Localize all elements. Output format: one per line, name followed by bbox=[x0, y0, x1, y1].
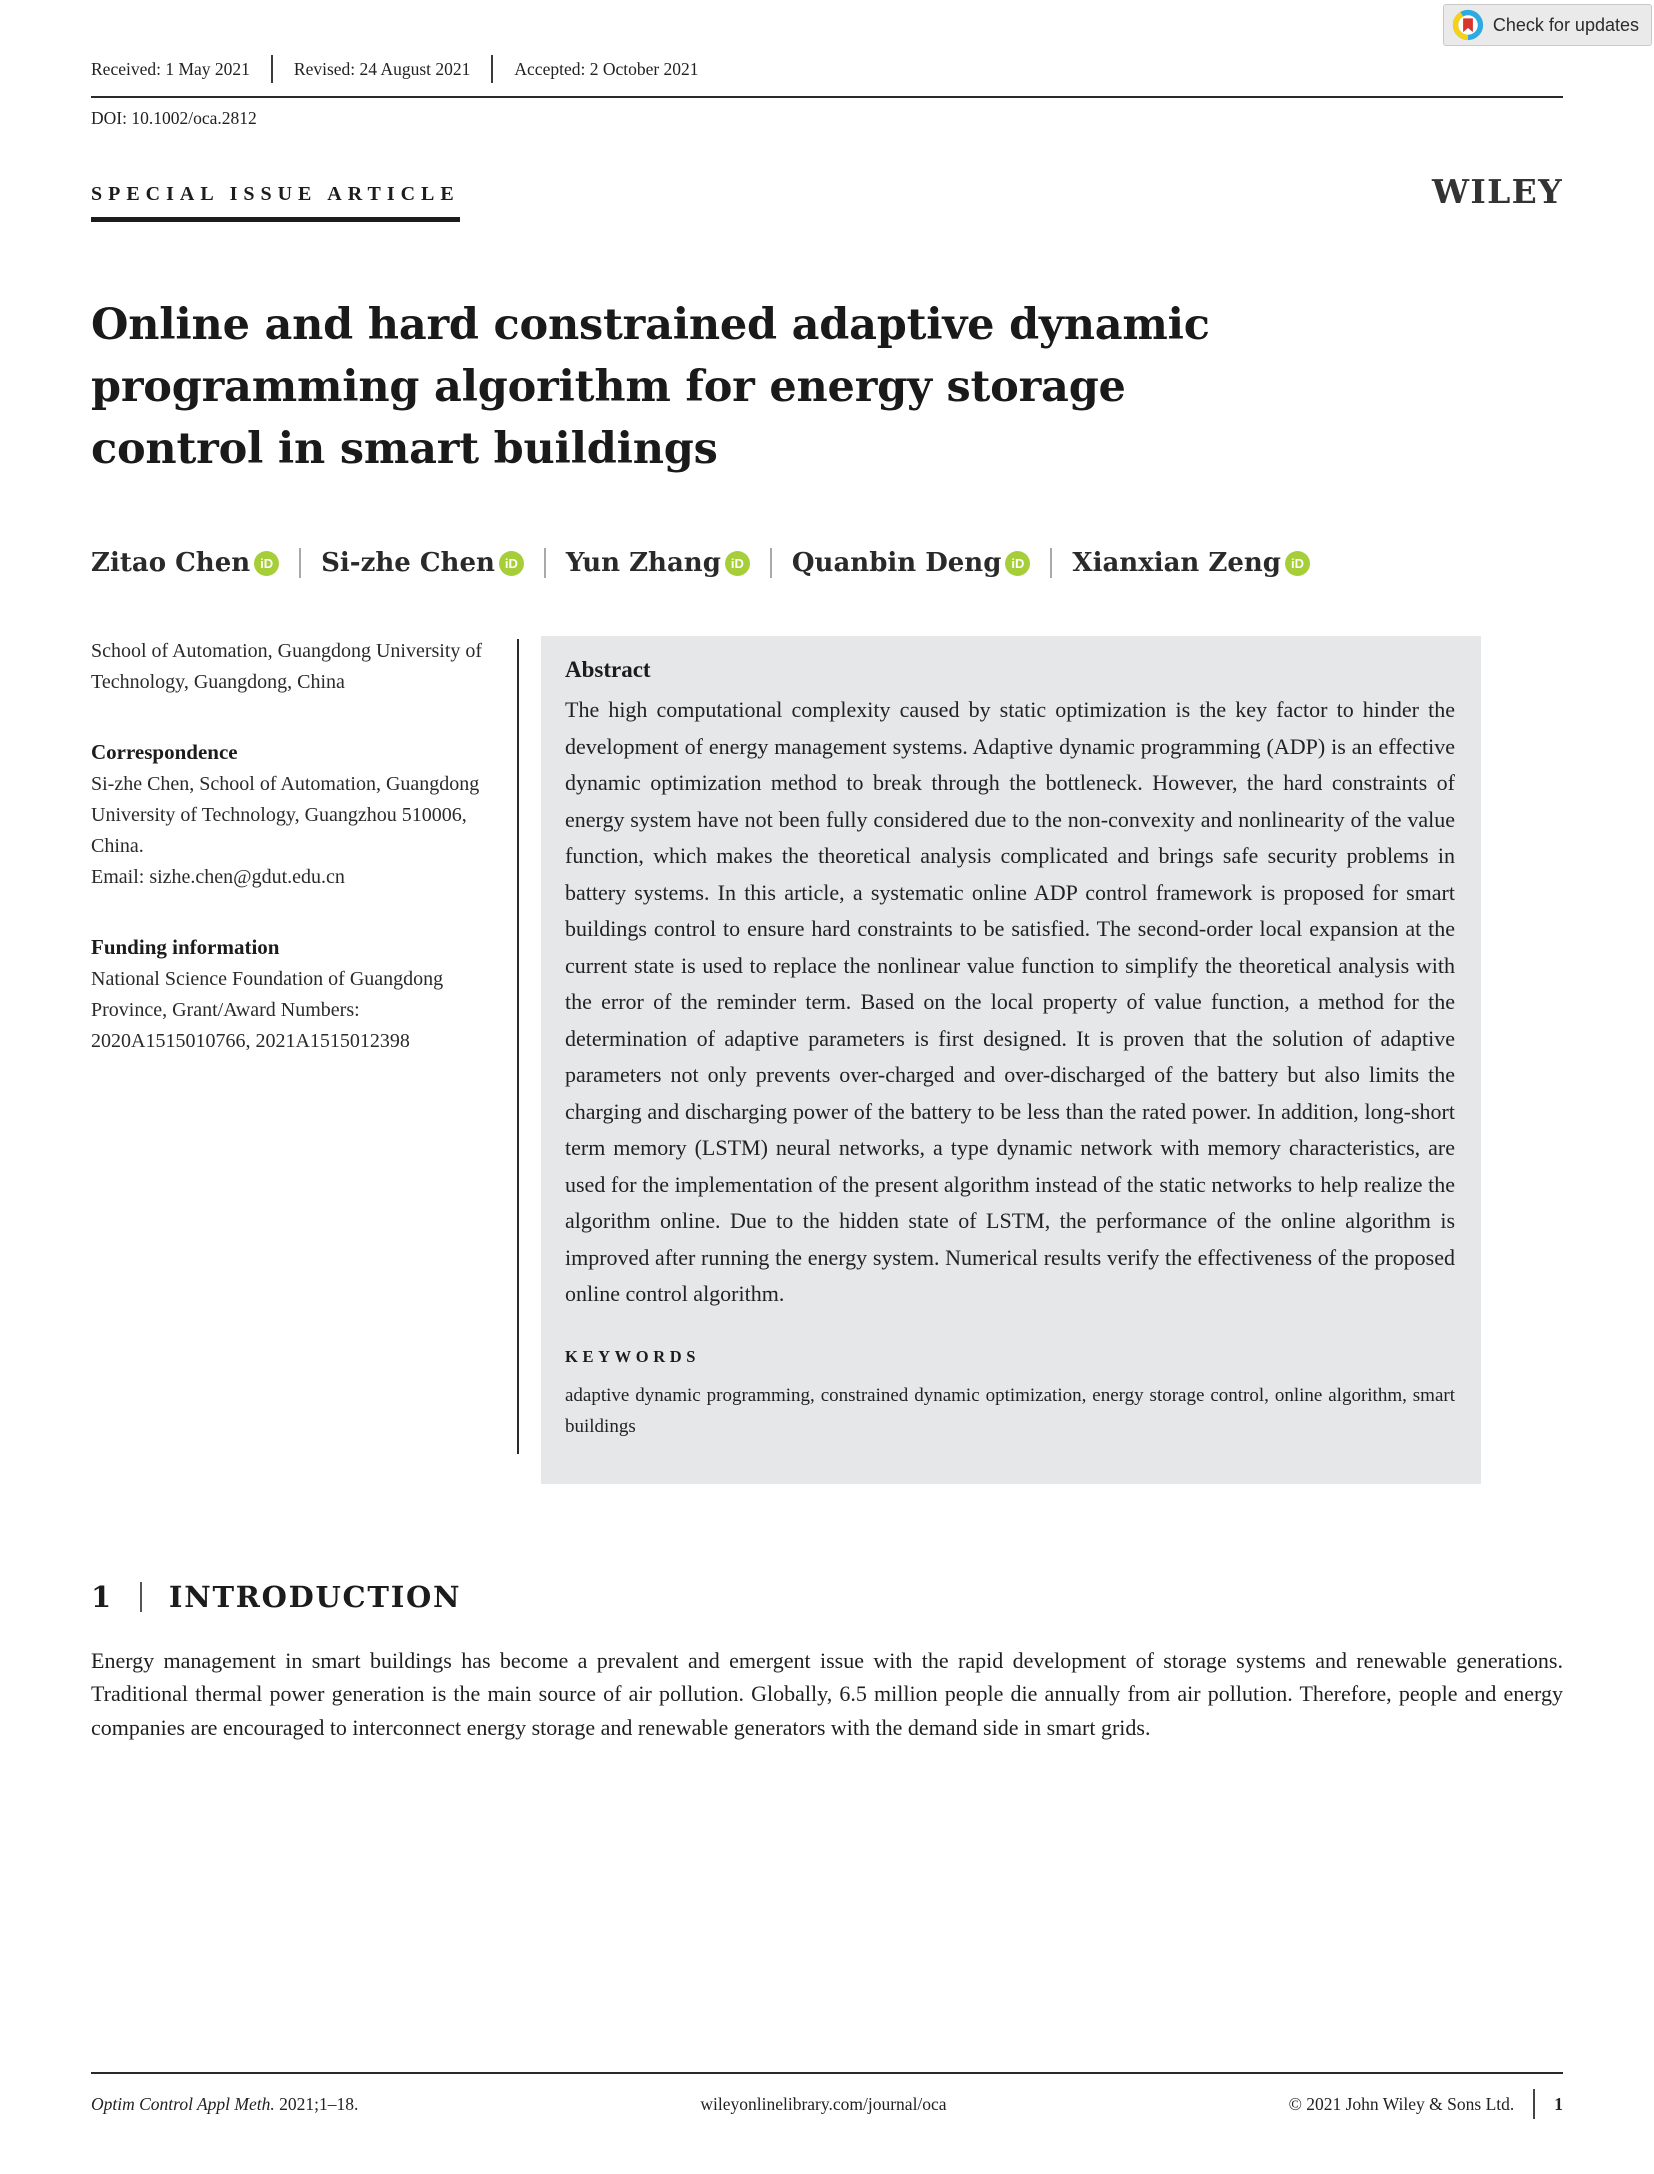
orcid-icon[interactable]: iD bbox=[1005, 551, 1030, 576]
section-heading-divider bbox=[140, 1582, 142, 1612]
copyright-text: © 2021 John Wiley & Sons Ltd. bbox=[1288, 2093, 1515, 2114]
accepted-date: Accepted: 2 October 2021 bbox=[514, 58, 699, 79]
revised-date: Revised: 24 August 2021 bbox=[293, 58, 471, 79]
page-number: 1 bbox=[1554, 2093, 1563, 2114]
author-info-column bbox=[91, 636, 491, 1484]
introduction-paragraph: Energy management in smart buildings has become a prevalent and emergent issue with the rapid development of storage systems and renewable generations. Traditional thermal power generation is the main source of air pollution. Globally, 6.5 million people die annually from air pollution. Therefore, people and energy companies are encouraged to interconnect energy storage and renewable generators with the demand side in smart grids. bbox=[91, 1647, 1563, 1740]
doi-text: DOI: 10.1002/oca.2812 bbox=[91, 108, 257, 128]
author-divider bbox=[299, 548, 301, 578]
author bbox=[566, 548, 750, 578]
orcid-icon[interactable]: iD bbox=[254, 551, 279, 576]
author-divider bbox=[544, 548, 546, 578]
wiley-logo: WILEY bbox=[1431, 172, 1563, 211]
author-name: Si-zhe Chen bbox=[321, 548, 495, 578]
author-name: Yun Zhang bbox=[565, 548, 721, 578]
section-heading-introduction bbox=[91, 1580, 1563, 1614]
section-number: 1 bbox=[91, 1579, 113, 1614]
author bbox=[1072, 548, 1310, 578]
section-title: INTRODUCTION bbox=[168, 1579, 462, 1614]
article-title bbox=[91, 294, 1563, 480]
author bbox=[91, 548, 279, 578]
check-for-updates-label: Check for updates bbox=[1492, 14, 1639, 35]
abstract-text: The high computational complexity caused by static optimization is the key factor to hinder the development of energy management systems. Adaptive dynamic programming (ADP) is an effective dynamic optimization method to break through the bottleneck. However, the hard constraints of energy system have not been fully considered due to the non-convexity and nonlinearity of the value function, which makes the theoretical analysis complicated and brings safe security problems in battery systems. In this article, a systematic online ADP control framework is proposed for smart buildings control to ensure hard constraints to be satisfied. The second-order local expansion at the current state is used to replace the nonlinear value function to simplify the theoretical analysis with the error of the reminder term. Based on the local property of value function, a method for the determination of adaptive parameters is first designed. It is proven that the solution of adaptive parameters not only prevents over-charged and over-discharged of the battery but also limits the charging and discharging power of the battery to be less than the rated power. In addition, long-short term memory (LSTM) neural networks, a type dynamic network with memory characteristics, are used for the implementation of the present algorithm instead of the static networks to help realize the algorithm online. Due to the hidden state of LSTM, the performance of the online algorithm is improved after running the energy system. Numerical results verify the effectiveness of the proposed online control algorithm. bbox=[565, 697, 1455, 1306]
correspondence-email: Email: sizhe.chen@gdut.edu.cn bbox=[91, 866, 345, 888]
journal-reference bbox=[91, 2094, 358, 2115]
received-date: Received: 1 May 2021 bbox=[91, 58, 250, 79]
author-divider bbox=[1050, 548, 1052, 578]
funding-text: National Science Foundation of Guangdong Province, Grant/Award Numbers: 2020A1515010766, 2021A1515012398 bbox=[91, 968, 444, 1052]
article-title-line: control in smart buildings bbox=[91, 424, 718, 474]
journal-header-row bbox=[91, 172, 1563, 222]
keywords-heading: KEYWORDS bbox=[565, 1346, 701, 1366]
article-title-line: programming algorithm for energy storage bbox=[91, 362, 1126, 412]
author bbox=[792, 548, 1031, 578]
article-history-bar bbox=[91, 0, 1563, 98]
affiliation-text: School of Automation, Guangdong University of Technology, Guangdong, China bbox=[91, 640, 483, 693]
author bbox=[321, 548, 524, 578]
article-meta-and-abstract bbox=[91, 636, 1563, 1484]
crossmark-icon bbox=[1452, 9, 1484, 41]
abstract-heading: Abstract bbox=[565, 657, 651, 682]
history-divider bbox=[491, 55, 493, 83]
page-footer bbox=[91, 2072, 1563, 2119]
footer-divider bbox=[1533, 2089, 1535, 2119]
copyright-and-page bbox=[1289, 2089, 1563, 2119]
author-name: Xianxian Zeng bbox=[1072, 548, 1281, 578]
orcid-icon[interactable]: iD bbox=[725, 551, 750, 576]
orcid-icon[interactable]: iD bbox=[499, 551, 524, 576]
journal-name: Optim Control Appl Meth. bbox=[91, 2093, 275, 2114]
journal-citation: 2021;1–18. bbox=[274, 2093, 359, 2114]
article-type-label: SPECIAL ISSUE ARTICLE bbox=[91, 183, 460, 222]
correspondence-text: Si-zhe Chen, School of Automation, Guangdong University of Technology, Guangzhou 510006, China. bbox=[91, 773, 480, 857]
keywords-text: adaptive dynamic programming, constrained dynamic optimization, energy storage control, online algorithm, smart buildings bbox=[565, 1384, 1455, 1437]
author-name: Zitao Chen bbox=[91, 548, 251, 578]
article-title-line: Online and hard constrained adaptive dynamic bbox=[91, 300, 1210, 350]
check-for-updates-button[interactable] bbox=[1443, 4, 1652, 46]
column-divider bbox=[517, 639, 519, 1454]
author-divider bbox=[770, 548, 772, 578]
correspondence-heading: Correspondence bbox=[91, 740, 238, 764]
abstract-section bbox=[541, 636, 1481, 1484]
author-name: Quanbin Deng bbox=[791, 548, 1002, 578]
orcid-icon[interactable]: iD bbox=[1285, 551, 1310, 576]
author-list bbox=[91, 548, 1563, 578]
journal-url: wileyonlinelibrary.com/journal/oca bbox=[700, 2093, 947, 2114]
funding-heading: Funding information bbox=[91, 935, 280, 959]
history-divider bbox=[271, 55, 273, 83]
